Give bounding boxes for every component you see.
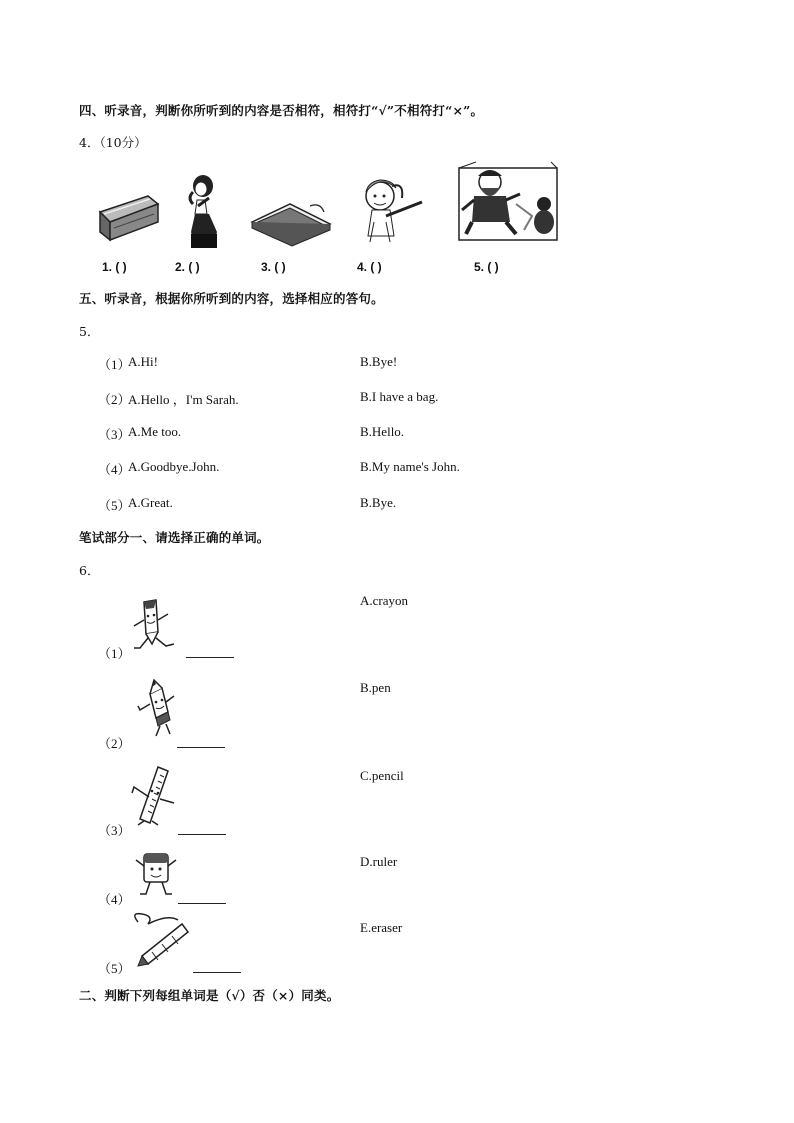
answer-blank-1[interactable] — [186, 645, 234, 658]
section5-heading: 五、听录音，根据你所听到的内容，选择相应的答句。 — [79, 291, 384, 306]
word-item-5-number: （5） — [98, 961, 131, 976]
answer-blank-2[interactable] — [177, 735, 225, 748]
picture-1-caption: 1. ( ) — [102, 260, 127, 274]
crayon-icon — [128, 910, 194, 968]
picture-3-caption: 3. ( ) — [261, 260, 286, 274]
item-4-option-b: B.My name's John. — [360, 459, 460, 474]
man-running-monkey-icon — [456, 160, 560, 242]
item-2-option-b: B.I have a bag. — [360, 389, 439, 404]
question-5-number: 5． — [79, 324, 100, 339]
answer-blank-3[interactable] — [178, 822, 226, 835]
word-option-d: D.ruler — [360, 854, 398, 869]
item-5-option-a: A.Great. — [128, 495, 173, 510]
item-3-number: （3） — [98, 427, 131, 442]
pencil-case-icon — [96, 190, 162, 246]
picture-5-caption: 5. ( ) — [474, 260, 499, 274]
written-part-heading: 笔试部分一、请选择正确的单词。 — [79, 530, 270, 545]
word-item-4-number: （4） — [98, 892, 131, 907]
item-1-option-b: B.Bye! — [360, 354, 398, 369]
word-option-e: E.eraser — [360, 920, 403, 935]
pen-character-icon — [130, 598, 180, 654]
word-item-2-number: （2） — [98, 736, 131, 751]
question-6-number: 6． — [79, 563, 100, 578]
word-option-a: A.crayon — [360, 593, 409, 608]
item-2-number: （2） — [98, 392, 131, 407]
word-option-b: B.pen — [360, 680, 391, 695]
book-icon — [250, 200, 332, 244]
item-5-option-b: B.Bye. — [360, 495, 397, 510]
pencil-character-icon — [136, 680, 176, 738]
question-4-number: 4．（10分） — [79, 135, 147, 150]
answer-blank-5[interactable] — [193, 960, 241, 973]
woman-icon — [183, 172, 223, 250]
word-option-c: C.pencil — [360, 768, 404, 783]
item-3-option-a: A.Me too. — [128, 424, 182, 439]
answer-blank-4[interactable] — [178, 891, 226, 904]
item-4-number: （4） — [98, 462, 131, 477]
girl-with-pencil-icon — [356, 172, 426, 244]
item-5-number: （5） — [98, 498, 131, 513]
section4-heading: 四、听录音，判断你所听到的内容是否相符，相符打“√”不相符打“×”。 — [79, 103, 484, 118]
word-item-1-number: （1） — [98, 646, 131, 661]
eraser-character-icon — [134, 850, 178, 898]
item-4-option-a: A.Goodbye.John. — [128, 459, 220, 474]
section2-heading: 二、判断下列每组单词是（√）否（×）同类。 — [79, 988, 340, 1003]
word-item-3-number: （3） — [98, 823, 131, 838]
item-2-option-a: A.Hello ，I'm Sarah. — [128, 392, 239, 407]
item-1-option-a: A.Hi! — [128, 354, 158, 369]
item-1-number: （1） — [98, 357, 131, 372]
item-3-option-b: B.Hello. — [360, 424, 405, 439]
picture-2-caption: 2. ( ) — [175, 260, 200, 274]
picture-4-caption: 4. ( ) — [357, 260, 382, 274]
ruler-character-icon — [130, 765, 178, 827]
